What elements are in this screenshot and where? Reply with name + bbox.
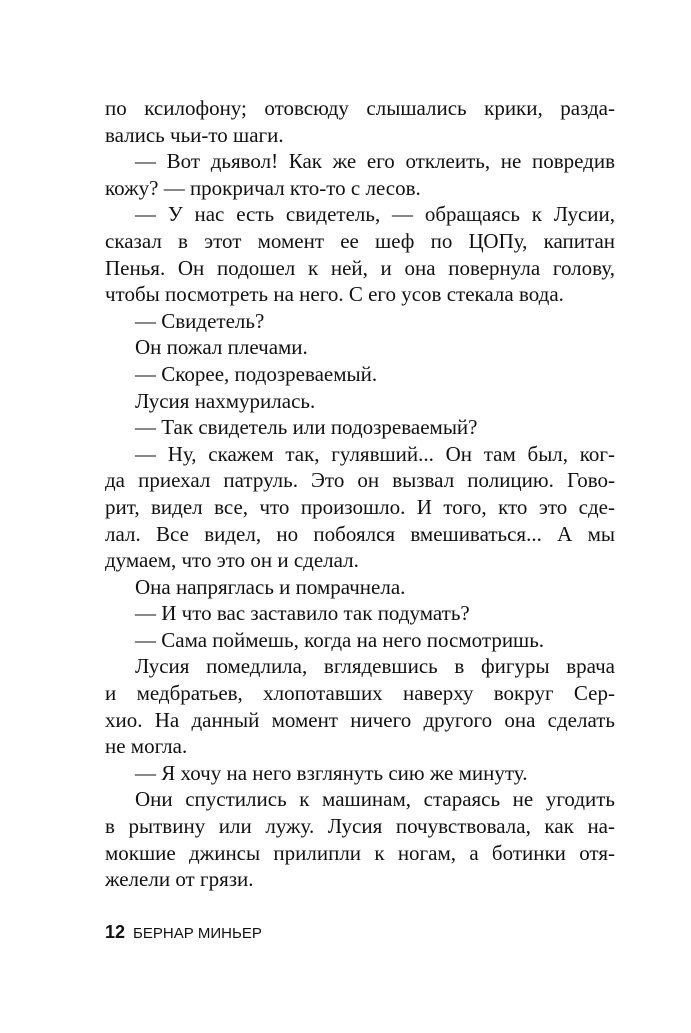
paragraph — [105, 308, 615, 335]
paragraph — [105, 574, 615, 601]
paragraph — [105, 148, 615, 201]
text-line: лал. Все видел, но побоялся вмешиваться... А мы — [105, 521, 615, 546]
text-line: Лусия нахмурилась. — [135, 388, 316, 413]
text-line: рит, видел все, что произошло. И того, кто это сде- — [105, 494, 615, 519]
page-footer — [105, 921, 262, 945]
text-line: — Так свидетель или подозреваемый? — [135, 415, 478, 440]
paragraph — [105, 653, 615, 759]
text-line: — Ну, скажем так, гулявший... Он там был, ког- — [135, 441, 615, 466]
text-line: чтобы посмотреть на него. С его усов стекала вода. — [105, 282, 564, 307]
text-line: не могла. — [105, 734, 188, 759]
text-line: Пенья. Он подошел к ней, и она повернула голову, — [105, 255, 615, 280]
text-line: — Сама поймешь, когда на него посмотришь. — [135, 627, 545, 652]
paragraph — [105, 388, 615, 415]
paragraph — [105, 441, 615, 574]
text-line: вались чьи-то шаги. — [105, 122, 284, 147]
text-line: и медбратьев, хлопотавших наверху вокруг Сер- — [105, 681, 615, 706]
paragraph — [105, 627, 615, 654]
text-line: мокшие джинсы прилипли к ногам, а ботинки отя- — [105, 840, 615, 865]
text-line: кожу? — прокричал кто-то с лесов. — [105, 175, 421, 200]
paragraph — [105, 600, 615, 627]
paragraph — [105, 760, 615, 787]
text-line: Лусия помедлила, вглядевшись в фигуры врача — [135, 654, 615, 679]
text-line: да приехал патруль. Это он вызвал полицию. Гово- — [105, 468, 615, 493]
text-line: Он пожал плечами. — [135, 335, 308, 360]
running-header-author: БЕРНАР МИНЬЕР — [133, 925, 262, 942]
paragraph — [105, 201, 615, 307]
text-line: — И что вас заставило так подумать? — [135, 601, 470, 626]
paragraph — [105, 414, 615, 441]
paragraph — [105, 786, 615, 892]
page-number: 12 — [105, 922, 126, 942]
paragraph — [105, 361, 615, 388]
text-line: — Вот дьявол! Как же его отклеить, не повредив — [135, 149, 615, 174]
text-line: — У нас есть свидетель, — обращаясь к Лусии, — [135, 202, 615, 227]
paragraph — [105, 334, 615, 361]
text-line: — Свидетель? — [135, 308, 265, 333]
text-line: — Я хочу на него взглянуть сию же минуту. — [135, 760, 528, 785]
text-line: в рытвину или лужу. Лусия почувствовала, как на- — [105, 814, 615, 839]
text-line: Она напряглась и помрачнела. — [135, 574, 406, 599]
text-line: думаем, что это он и сделал. — [105, 548, 359, 573]
text-line: — Скорее, подозреваемый. — [135, 361, 378, 386]
text-line: желели от грязи. — [105, 867, 254, 892]
text-line: сказал в этот момент ее шеф по ЦОПу, капитан — [105, 228, 615, 253]
text-line: по ксилофону; отовсюду слышались крики, разда- — [105, 96, 615, 120]
paragraph — [105, 95, 615, 148]
text-line: хио. На данный момент ничего другого она сделать — [105, 707, 615, 732]
text-line: Они спустились к машинам, стараясь не угодить — [135, 787, 615, 812]
page-body-text — [105, 95, 615, 893]
